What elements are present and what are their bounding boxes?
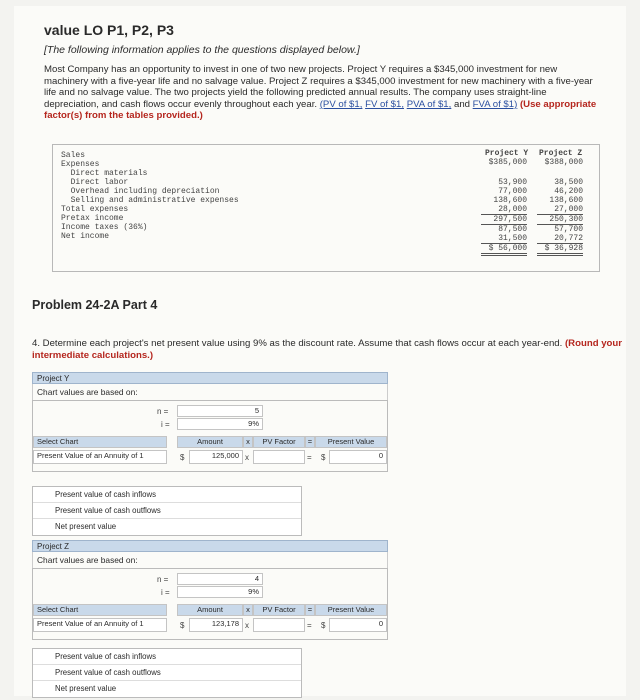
n-label: n = (157, 407, 169, 416)
equals-sign: = (305, 436, 315, 448)
fv-of-1-link[interactable]: FV of $1, (365, 98, 405, 110)
row-label: Overhead including depreciation (61, 187, 220, 196)
row-label: Net income (61, 232, 110, 241)
pv-cash-outflows-row[interactable]: Present value of cash outflows (33, 503, 301, 519)
value-y: 138,600 (493, 196, 527, 205)
pv-factor-header: PV Factor (253, 436, 305, 448)
times-sign: x (243, 436, 253, 448)
project-z-header: Project Z (32, 540, 388, 552)
n-label: n = (157, 575, 169, 584)
pv-dollar: $ (321, 621, 326, 630)
equals-sign: = (307, 453, 312, 462)
question-text: 4. Determine each project's net present value using 9% as the discount rate. Assume that cash flows occur at each year-end. (32, 338, 563, 349)
fva-of-1-link[interactable]: FVA of $1) (472, 98, 518, 110)
row-label: Direct labor (61, 178, 129, 187)
page-title: value LO P1, P2, P3 (44, 22, 174, 38)
pv-factor-input[interactable] (253, 618, 305, 632)
present-value-header: Present Value (315, 436, 387, 448)
problem-heading: Problem 24-2A Part 4 (32, 298, 158, 312)
chart-note: Chart values are based on: (32, 384, 388, 400)
present-value-header: Present Value (315, 604, 387, 616)
present-value-output: 0 (329, 450, 387, 464)
n-input[interactable]: 5 (177, 405, 263, 417)
value-y: 87,500 (498, 225, 527, 234)
pv-factor-header: PV Factor (253, 604, 305, 616)
intro-instruction: (Use appropriate factor(s) from the tables provided.) (44, 98, 597, 122)
i-input[interactable]: 9% (177, 586, 263, 598)
amount-input[interactable]: 125,000 (189, 450, 243, 464)
pv-cash-outflows-row[interactable]: Present value of cash outflows (33, 665, 301, 681)
value-y: $ 56,000 (481, 244, 527, 256)
row-label: Pretax income (61, 214, 124, 223)
project-z-grid (32, 568, 388, 640)
value-z: 138,600 (549, 196, 583, 205)
npv-row[interactable]: Net present value (55, 522, 117, 531)
n-input[interactable]: 4 (177, 573, 263, 585)
row-label: Income taxes (36%) (61, 223, 148, 232)
intro-and: and (453, 98, 470, 110)
pv-of-1-link[interactable]: (PV of $1, (319, 98, 363, 110)
select-chart-header: Select Chart (33, 436, 167, 448)
pv-cash-inflows-row[interactable]: Present value of cash inflows (33, 649, 301, 665)
question-4 (32, 338, 632, 361)
row-label: Selling and administrative expenses (61, 196, 239, 205)
intro-paragraph (44, 64, 604, 122)
value-y: 77,000 (498, 187, 527, 196)
project-y-block (32, 372, 388, 472)
col-header-project-z: Project Z (539, 149, 583, 158)
amount-dollar: $ (180, 453, 185, 462)
times-sign: x (245, 453, 249, 462)
pv-cash-inflows-row[interactable]: Present value of cash inflows (33, 487, 301, 503)
value-z: $ 36,928 (537, 244, 583, 256)
chart-note: Chart values are based on: (32, 552, 388, 568)
project-z-block (32, 540, 388, 640)
row-label: Total expenses (61, 205, 129, 214)
chart-select[interactable]: Present Value of an Annuity of 1 (33, 450, 167, 464)
select-chart-header: Select Chart (33, 604, 167, 616)
value-z: 27,000 (537, 205, 583, 215)
project-z-npv-table (32, 648, 302, 698)
value-z: 57,700 (554, 225, 583, 234)
question-instruction: (Round your intermediate calculations.) (32, 338, 623, 361)
i-label: i = (161, 420, 170, 429)
npv-row[interactable]: Net present value (55, 684, 117, 693)
times-sign: x (243, 604, 253, 616)
col-header-project-y: Project Y (485, 149, 529, 158)
income-table (52, 144, 600, 272)
value-z: $388,000 (544, 158, 583, 167)
pva-of-1-link[interactable]: PVA of $1, (406, 98, 452, 110)
project-y-header: Project Y (32, 372, 388, 384)
row-label: Direct materials (61, 169, 148, 178)
amount-header: Amount (177, 604, 243, 616)
amount-dollar: $ (180, 621, 185, 630)
value-y: 31,500 (481, 234, 527, 244)
row-label: Sales (61, 151, 86, 160)
equals-sign: = (305, 604, 315, 616)
value-z: 250,300 (537, 215, 583, 225)
value-y: 53,900 (498, 178, 527, 187)
intro-text: Most Company has an opportunity to invest in one of two new projects. Project Y requires a $345,000 investment for new machinery with a five-year life and no salvage value. Project Z requires a $345,000 investment for new machinery with a five-year life and no salvage value. The two projects yield the following predicted annual results. The company uses straight-line depreciation, and cash flows occur evenly throughout each year. (44, 64, 593, 110)
info-note: [The following information applies to the questions displayed below.] (44, 44, 360, 56)
project-y-npv-table (32, 486, 302, 536)
i-input[interactable]: 9% (177, 418, 263, 430)
present-value-output: 0 (329, 618, 387, 632)
value-y: 297,500 (481, 215, 527, 225)
pv-dollar: $ (321, 453, 326, 462)
i-label: i = (161, 588, 170, 597)
value-y: 28,000 (481, 205, 527, 215)
value-z: 38,500 (554, 178, 583, 187)
equals-sign: = (307, 621, 312, 630)
value-z: 46,200 (554, 187, 583, 196)
pv-factor-input[interactable] (253, 450, 305, 464)
row-label: Expenses (61, 160, 100, 169)
times-sign: x (245, 621, 249, 630)
amount-header: Amount (177, 436, 243, 448)
page (14, 6, 626, 696)
project-y-grid (32, 400, 388, 472)
amount-input[interactable]: 123,178 (189, 618, 243, 632)
value-z: 20,772 (537, 234, 583, 244)
chart-select[interactable]: Present Value of an Annuity of 1 (33, 618, 167, 632)
value-y: $385,000 (488, 158, 527, 167)
